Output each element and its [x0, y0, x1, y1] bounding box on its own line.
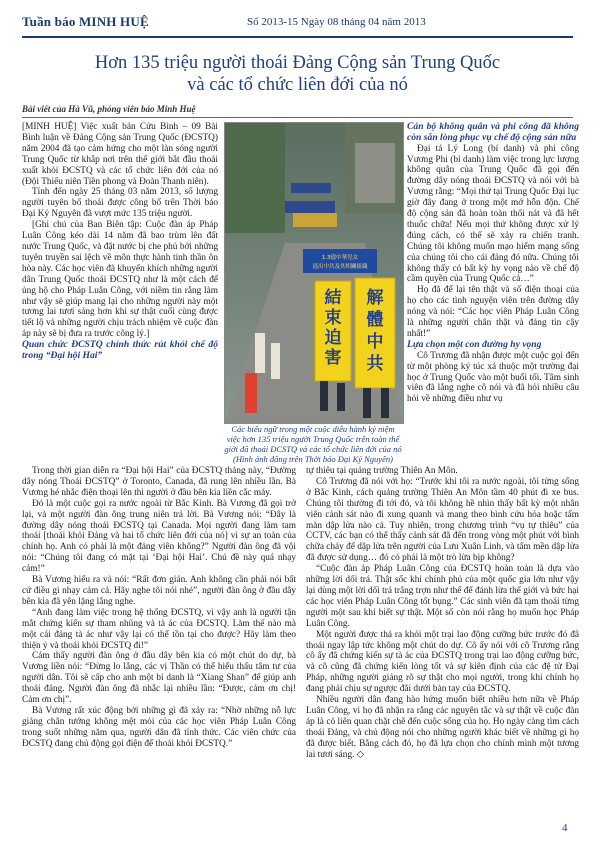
subheading: Quan chức ĐCSTQ chính thức rút khỏi chế độ trong “Đại hội Hai”	[22, 339, 218, 361]
column-top-left	[22, 122, 218, 362]
publication-brand: Tuần báo MINH HUỆ	[22, 14, 149, 29]
banner-top-text-1: 1.3億中華兒女	[321, 255, 359, 261]
paragraph: Đại tá Lý Long (bí danh) và phi công Vương Phi (bí danh) làm việc trong lực lượng không quân của Trung Quốc đã gọi đến đường dây nóng thoái ĐCSTQ và nói với bà Vương rằng: “Mọi thứ tại Trung Quốc Đại lục giờ đây đang ở trong một mớ hỗn độn. Chế độ cộng sản đã hoàn toàn thối nát và đã hết thuốc chữa! Nếu mọi thứ không được xử lý đúng cách, có thể sẽ xảy ra chiến tranh. Chúng tôi không muốn mạo hiểm mạng sống của chúng tôi cho cái đảng đó nữa. Chúng tôi không thấy có bất kỳ hy vọng nào về chế độ cầm quyền của Trung Quốc cả…”	[407, 143, 579, 285]
svg-text:迫: 迫	[324, 328, 342, 348]
photo-caption: Các biểu ngữ trong một cuộc diễu hành kỷ niệm việc hơn 135 triệu người Trung Quốc trên toàn thế giới đã thoái ĐCSTQ và các tổ chức liên đới của nó (Hình ảnh đăng trên Thời báo Đại Kỷ Nguyên)	[224, 424, 402, 464]
paragraph-text: Nhiều người dân đang hào hứng muốn biết nhiều hơn nữa về Pháp Luân Công, vì họ đã nhận ra rằng các nguyên tắc và sự thật về cuộc đàn áp là có liên quan chặt chẽ đến cuộc sống của họ. Họ ngày càng tìm cách thoái Đảng, và chủ động nói cho những người khác biết về những gì họ đã được biết. Bằng cách đó, họ đã lựa chọn cho chính mình một tương lai tươi sáng.	[306, 695, 579, 760]
subheading: Cán bộ không quân và phi công đã không còn sẵn lòng phục vụ chế độ cộng sản nữa	[407, 121, 579, 143]
issue-info: Số 2013-15 Ngày 08 tháng 04 năm 2013	[247, 16, 426, 28]
byline-rule	[22, 117, 573, 118]
svg-text:共: 共	[366, 354, 384, 374]
paragraph: Trong thời gian diễn ra “Đại hội Hai” của ĐCSTQ tháng này, “Đường dây nóng Thoái ĐCSTQ” ở Toronto, Canada, đã rung lên nhiều lần. Bà Vương hé nhắc điện thoại lên thì người ở đầu bên kia liền cắc máy.	[22, 466, 296, 498]
title-line-2: và các tổ chức liên đới của nó	[187, 75, 408, 95]
paragraph: Một người được thả ra khỏi một trại lao động cưỡng bức trước đó đã thoái ngay lập tức không một chút do dự. Cô ấy nói với cô Trương rằng cô ấy đã chứng kiến sự tà ác của ĐCSTQ trong trại lao động cưỡng bức, và cô cũng đã chứng kiến lòng tốt và sự kiên định của các đệ tử Đại Pháp, những người giảng rõ sự thật cho mọi người, trong khi chính họ đang phải chịu sự ngược đãi dưới bàn tay của ĐCSTQ.	[306, 629, 579, 695]
column-bottom-right	[306, 466, 579, 760]
parade-photo	[224, 122, 404, 424]
banner-top-text-2: 退出中共及其相關組織	[312, 264, 368, 270]
paragraph: Họ đã để lại tên thật và số điện thoại của họ cho các tình nguyện viên trên đường dây nóng và nói: “Các học viên Pháp Luân Công là những người chân thật và đáng tin cậy nhất!”	[407, 285, 579, 339]
paragraph	[306, 695, 579, 760]
column-bottom-left	[22, 466, 296, 750]
paragraph: Bà Vương hiểu ra và nói: “Rất đơn giản. Anh không cần phải nói bất cứ điều gì nhạy cảm cả. Hãy nghe tôi nói nhé”, người đàn ông ở đầu dây bên kia đã yên lặng lắng nghe.	[22, 575, 296, 607]
column-top-right	[407, 122, 579, 405]
paragraph: Đó là một cuộc gọi ra nước ngoài từ Bắc Kinh. Bà Vương đã gọi trở lại, và một người đàn ông trung niên trả lời. Bà Vương nói: “Đây là đường dây nóng thoái ĐCSTQ tại Canada. Mọi người đang làm tam thoái [thoái khỏi Đảng và hai tổ chức liên đới của nó] vì sự an toàn của chính họ. Anh có phải là một đảng viên không?” Người đàn ông đã vội nói: “Chúng tôi đang có mặt tại ‘Đại hội Hai’. Chú đề này quá nhạy cảm!”	[22, 498, 296, 575]
svg-text:害: 害	[324, 348, 342, 368]
paragraph: tự thiêu tại quảng trường Thiên An Môn.	[306, 466, 458, 476]
title-line-1: Hơn 135 triệu người thoái Đảng Cộng sản Trung Quốc	[94, 53, 501, 73]
header-rule	[22, 36, 573, 38]
paragraph: Cô Trương đã nhận được một cuộc gọi đến từ một phòng ký túc xá thuộc một trường đại học ở Trung Quốc vào một buổi tối. Tâm sinh viên đã lắng nghe cô nói và đã hỏi nhiều câu hỏi về những điều như vụ	[407, 350, 579, 405]
paragraph: “Anh đang làm việc trong hệ thống ĐCSTQ, vì vậy anh là người tận mắt chứng kiến sự tham nhũng và tà ác của ĐCSTQ. Làm thế nào mà một cái đảng tà ác như vậy lại có thể tồn tại cho được? Hãy làm theo thiện ý và thoái khỏi ĐCSTQ đi!”	[22, 607, 296, 651]
paragraph: Cô Trương đã nói với họ: “Trước khi tôi ra nước ngoài, tôi từng sống ở Bắc Kinh, cách quảng trường Thiên An Môn tầm 40 phút đi xe bus. Chúng tôi thường đi tới đó, và tôi không hề nhìn thấy bất kỳ một nhân viên cảnh sát nào đi xung quanh và mang theo bình cứu hỏa hoặc tấm màn dập lửa nào cả. Tuy nhiên, trong chương trình “vụ tự thiêu” của CCTV, các bạn có thể thấy cảnh sát đã đến trong vòng một phút với bình chữa cháy để dập lửa trên người của Lưu Xuân Linh, và tấm mền dập lửa đã được sử dụng… đó có phải là một trò lừa bịp không?	[306, 476, 579, 564]
page-header	[22, 14, 573, 36]
article-byline: Bài viết của Hà Vũ, phóng viên báo Minh Huệ	[22, 104, 196, 114]
page-number: 4	[562, 822, 568, 834]
svg-text:中: 中	[366, 332, 384, 352]
paragraph: Bà Vương rất xúc động bởi những gì đã xảy ra: “Nhờ những nỗ lực giảng chân tướng không mệt mỏi của các học viên Pháp Luân Công trong suốt những năm qua, người dân đã tỉnh thức. Các viên chức của ĐCSTQ đang chủ động gọi điện để thoái khỏi ĐCSTQ.”	[22, 705, 296, 749]
svg-text:體: 體	[366, 310, 384, 330]
paragraph: Tính đến ngày 25 tháng 03 năm 2013, số lượng người tuyên bố thoái được công bố trên Thời báo Đại Kỷ Nguyên đã vượt mức 135 triệu người.	[22, 187, 218, 220]
svg-text:束: 束	[324, 308, 342, 328]
paragraph: Cảm thấy người đàn ông ở đầu dây bên kia có một chút do dự, bà Vương liền nói: “Đừng lo lắng, các vị Thần có thể hiểu thấu tâm tư của người dân. Tôi sẽ cấp cho anh một bí danh là “Xiang Shan” để giúp anh thoái đảng. Người đàn ông đã nhắc lại nhiều lần: “Được, cảm ơn chị! Cảm ơn chị”.	[22, 651, 296, 706]
parade-image	[225, 123, 403, 423]
subheading: Lựa chọn một con đường hy vọng	[407, 338, 542, 350]
svg-text:結: 結	[324, 288, 342, 308]
end-mark-icon: ◇	[356, 749, 364, 760]
paragraph: “Cuộc đàn áp Pháp Luân Công của ĐCSTQ hoàn toàn là dựa vào những lời dối trá. Thật sốc khi chính phủ của một quốc gia lớn như vậy lại dùng một lời dối trá trắng trợn như thế để đánh lừa thế giới và bức hại các học viên Pháp Luân Công tốt bụng.” Các sinh viên đã tạm thoái từng người một sau khi biết sự thật. Một số còn nói rằng họ muốn học Pháp Luân Công.	[306, 564, 579, 629]
article-title	[22, 52, 573, 96]
svg-text:解: 解	[366, 288, 384, 308]
paragraph: [Ghi chú của Ban Biên tập: Cuộc đàn áp Pháp Luân Công kéo dài 14 năm đã bao trùm lên đất nước Trung Quốc, và đặt nước bị che phủ bởi những tuyên truyền sai lệch về môn thực hành tinh thần ôn hòa này. Các học viên đã khuyến khích những người dân Trung Quốc thoái ĐCSTQ như là một cách để ủng hộ cho Pháp Luân Công, với niềm tin rằng làm như vậy sẽ giúp mang lại cho những người này một tương lai tươi sáng hơn khi sự thật cuối cùng được tiết lộ và những người chịu trách nhiệm về cuộc đàn áp này sẽ bị đưa ra trước công lý.]	[22, 220, 218, 340]
paragraph: [MINH HUỆ] Việc xuất bản Cửu Bình – 09 Bài Bình luận về Đảng Cộng sản Trung Quốc (ĐCSTQ) năm 2004 đã tạo cảm hứng cho một làn sóng người Trung Quốc từ khắp nơi trên thế giới bắt đầu thoái xuất khỏi ĐCSTQ và các tổ chức liên đới của nó (Đội Thiếu niên Tiền phong và Đoàn Thanh niên).	[22, 122, 218, 187]
